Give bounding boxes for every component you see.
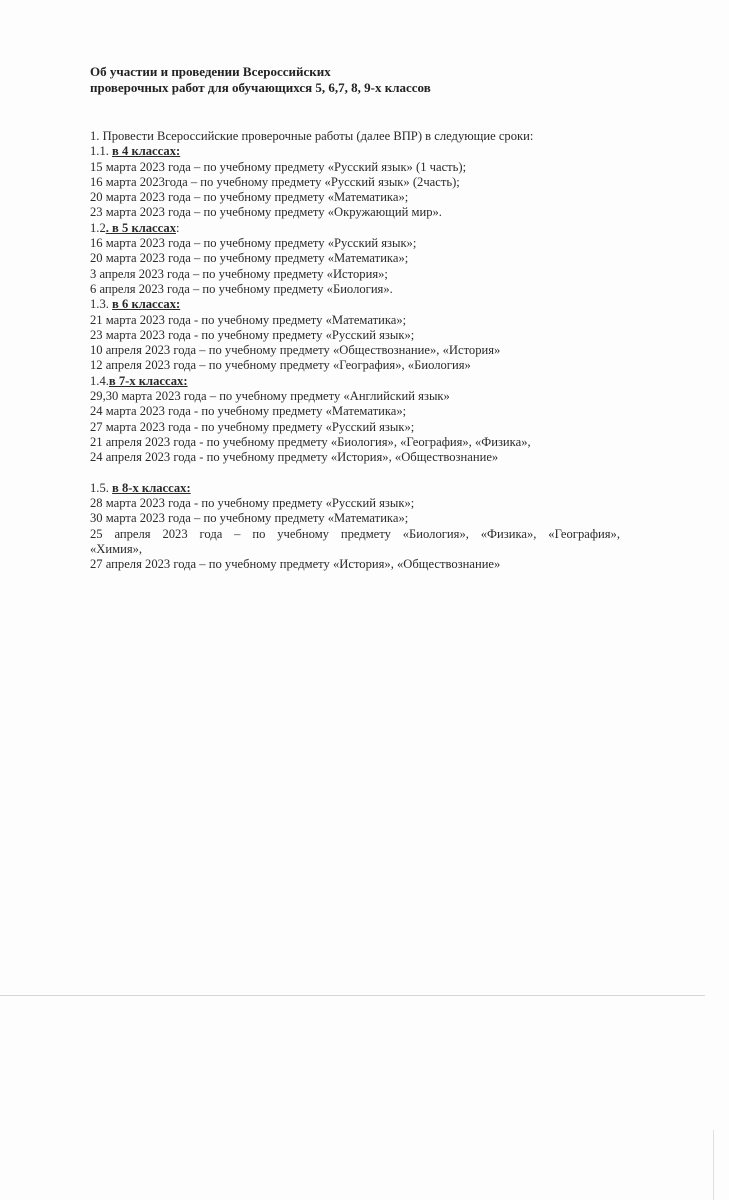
section-number: 1.2 xyxy=(90,220,106,235)
schedule-item: 30 марта 2023 года – по учебному предмету «Математика»; xyxy=(90,511,409,526)
section-number: 1.5 xyxy=(90,480,106,495)
schedule-item: 21 апреля 2023 года - по учебному предмету «Биология», «География», «Физика», xyxy=(90,434,531,449)
schedule-item: 23 марта 2023 года - по учебному предмету «Русский язык»; xyxy=(90,327,415,342)
schedule-item: 16 марта 2023 года – по учебному предмету «Русский язык»; xyxy=(90,236,417,251)
schedule-item: 16 марта 2023года – по учебному предмету «Русский язык» (2часть); xyxy=(90,174,460,189)
schedule-item: 28 марта 2023 года - по учебному предмету «Русский язык»; xyxy=(90,496,415,511)
schedule-item-continuation: «Химия», xyxy=(90,542,143,557)
schedule-item: 20 марта 2023 года – по учебному предмету «Математика»; xyxy=(90,190,409,205)
intro-paragraph: 1. Провести Всероссийские проверочные работы (далее ВПР) в следующие сроки: xyxy=(90,129,534,143)
section-label: в 7-х классах: xyxy=(108,373,188,388)
schedule-item: 29,30 марта 2023 года – по учебному предмету «Английский язык» xyxy=(90,389,450,404)
schedule-item: 25 апреля 2023 года – по учебному предмету «Биология», «Физика», «География», xyxy=(90,526,620,541)
section-heading: 1.2. в 5 классах: xyxy=(90,220,180,235)
section-heading: 1.4.в 7-х классах: xyxy=(90,373,188,388)
schedule-item: 15 марта 2023 года – по учебному предмету «Русский язык» (1 часть); xyxy=(90,159,467,174)
scan-edge-line xyxy=(0,995,705,996)
section-heading: 1.5. в 8-х классах: xyxy=(90,480,191,495)
document-body xyxy=(90,129,620,573)
title-line-2: проверочных работ для обучающихся 5, 6,7, 8, 9-х классов xyxy=(90,80,431,95)
section-heading: 1.3. в 6 классах: xyxy=(90,297,181,312)
scan-edge-mark xyxy=(713,1130,714,1200)
schedule-item: 6 апреля 2023 года – по учебному предмету «Биология». xyxy=(90,281,393,296)
title-line-1: Об участии и проведении Всероссийских xyxy=(90,64,331,79)
section-number: 1.1 xyxy=(90,144,106,159)
section-label: в 5 классах xyxy=(112,220,176,235)
paragraph-gap xyxy=(90,466,620,481)
schedule-item: 12 апреля 2023 года – по учебному предмету «География», «Биология» xyxy=(90,358,471,373)
schedule-item: 21 марта 2023 года - по учебному предмету «Математика»; xyxy=(90,312,407,327)
document-title xyxy=(90,64,431,96)
schedule-item: 20 марта 2023 года – по учебному предмету «Математика»; xyxy=(90,251,409,266)
schedule-item: 27 марта 2023 года - по учебному предмету «Русский язык»; xyxy=(90,419,415,434)
schedule-item: 3 апреля 2023 года – по учебному предмету «История»; xyxy=(90,266,388,281)
section-label: в 6 классах: xyxy=(112,297,181,312)
section-number: 1.4 xyxy=(90,373,106,388)
schedule-item: 27 апреля 2023 года – по учебному предмету «История», «Обществознание» xyxy=(90,557,501,572)
section-number: 1.3 xyxy=(90,297,106,312)
section-label: в 4 классах: xyxy=(112,144,181,159)
schedule-item: 10 апреля 2023 года – по учебному предмету «Обществознание», «История» xyxy=(90,343,501,358)
section-heading: 1.1. в 4 классах: xyxy=(90,144,181,159)
schedule-item: 23 марта 2023 года – по учебному предмету «Окружающий мир». xyxy=(90,205,442,220)
schedule-item: 24 апреля 2023 года - по учебному предмету «История», «Обществознание» xyxy=(90,450,499,465)
schedule-item: 24 марта 2023 года - по учебному предмету «Математика»; xyxy=(90,404,407,419)
section-label: в 8-х классах: xyxy=(112,480,191,495)
